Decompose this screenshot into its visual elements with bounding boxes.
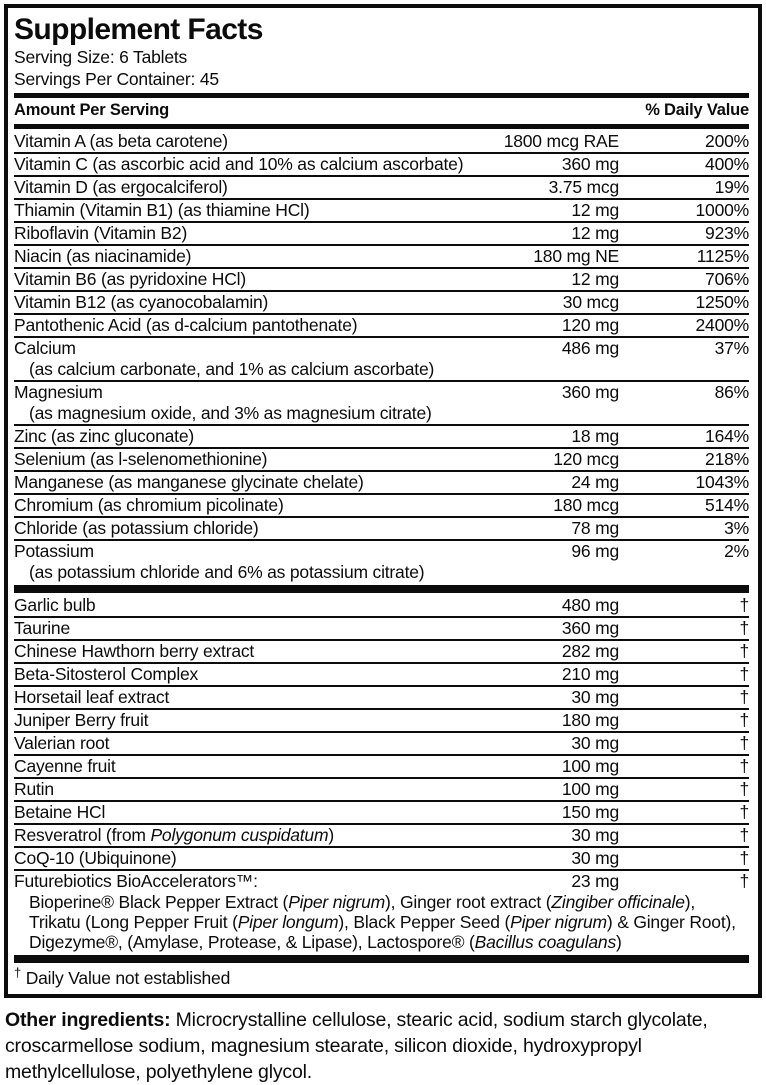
nutrient-daily-value: 2%	[724, 541, 749, 561]
botanical-daily-value: †	[739, 848, 749, 868]
nutrient-row-main	[14, 518, 749, 539]
nutrient-daily-value: 923%	[705, 223, 749, 243]
botanical-amount: 480 mg	[561, 595, 619, 615]
botanical-daily-value: †	[739, 779, 749, 799]
botanical-row-main	[14, 848, 749, 869]
botanical-row-main	[14, 825, 749, 846]
nutrient-row	[14, 154, 749, 177]
nutrient-amount: 120 mcg	[553, 449, 619, 469]
nutrient-daily-value: 19%	[714, 177, 749, 197]
nutrient-row	[14, 382, 749, 426]
nutrient-row	[14, 541, 749, 583]
nutrient-row	[14, 338, 749, 382]
nutrient-amount: 30 mcg	[562, 292, 619, 312]
nutrient-name: Zinc (as zinc gluconate)	[14, 426, 195, 446]
botanical-amount: 30 mg	[571, 825, 619, 845]
nutrient-row-main	[14, 154, 749, 175]
botanical-row-main	[14, 802, 749, 823]
botanical-row-main	[14, 687, 749, 708]
nutrient-row-main	[14, 292, 749, 313]
nutrient-row	[14, 518, 749, 541]
botanical-row-main	[14, 664, 749, 685]
botanical-row	[14, 802, 749, 825]
nutrient-daily-value: 1250%	[695, 292, 749, 312]
botanical-row	[14, 687, 749, 710]
nutrient-row-main	[14, 223, 749, 244]
nutrient-name: Potassium	[14, 541, 94, 561]
nutrient-row-main	[14, 246, 749, 267]
nutrient-name: Vitamin C (as ascorbic acid and 10% as calcium ascorbate)	[14, 154, 464, 174]
nutrient-name: Calcium	[14, 338, 76, 358]
serving-size: Serving Size: 6 Tablets	[14, 47, 188, 67]
botanical-row-main	[14, 595, 749, 616]
nutrient-name: Chromium (as chromium picolinate)	[14, 495, 284, 515]
botanical-amount: 100 mg	[561, 756, 619, 776]
nutrient-source-note: (as potassium chloride and 6% as potassium citrate)	[29, 562, 425, 582]
botanical-row-main	[14, 779, 749, 800]
botanical-row-main	[14, 733, 749, 754]
amount-per-serving-header: Amount Per Serving	[14, 101, 170, 119]
nutrient-name: Selenium (as l-selenomethionine)	[14, 449, 268, 469]
botanical-row-main	[14, 756, 749, 777]
nutrient-rows	[14, 131, 749, 583]
nutrient-name: Vitamin B6 (as pyridoxine HCl)	[14, 269, 246, 289]
supplement-facts-panel	[4, 4, 762, 998]
botanical-row	[14, 664, 749, 687]
nutrient-daily-value: 86%	[714, 382, 749, 402]
panel-title: Supplement Facts	[14, 13, 263, 46]
nutrient-row	[14, 177, 749, 200]
botanical-name: Valerian root	[14, 733, 110, 753]
nutrient-row-main	[14, 269, 749, 290]
botanical-daily-value: †	[739, 733, 749, 753]
botanical-name: Futurebiotics BioAccelerators™:	[14, 871, 258, 891]
other-ingredients-text: Microcrystalline cellulose, stearic acid, sodium starch glycolate, croscarmellose sodium, magnesium stearate, silicon dioxide, hydroxypropyl methylcellulose, polyethylene glycol.	[5, 1009, 708, 1083]
nutrient-daily-value: 706%	[705, 269, 749, 289]
botanicals-section-divider	[14, 585, 749, 593]
botanical-name: Betaine HCl	[14, 802, 106, 822]
botanical-row	[14, 618, 749, 641]
nutrient-row-main	[14, 315, 749, 336]
servings-per-container: Servings Per Container: 45	[14, 69, 219, 89]
nutrient-amount: 12 mg	[571, 200, 619, 220]
nutrient-row	[14, 315, 749, 338]
nutrient-row-main	[14, 541, 749, 562]
nutrient-row	[14, 472, 749, 495]
nutrient-name: Vitamin A (as beta carotene)	[14, 131, 228, 151]
botanical-rows	[14, 595, 749, 953]
botanical-name: Beta-Sitosterol Complex	[14, 664, 199, 684]
botanical-daily-value: †	[739, 871, 749, 891]
nutrient-amount: 18 mg	[571, 426, 619, 446]
header-bottom-divider	[14, 124, 749, 129]
botanical-amount: 23 mg	[571, 871, 619, 891]
botanical-row	[14, 710, 749, 733]
nutrient-row-main	[14, 177, 749, 198]
nutrient-name: Manganese (as manganese glycinate chelate)	[14, 472, 364, 492]
botanical-row	[14, 733, 749, 756]
nutrient-row	[14, 269, 749, 292]
nutrient-daily-value: 1000%	[695, 200, 749, 220]
supplement-label-page	[0, 4, 766, 1085]
botanical-daily-value: †	[739, 802, 749, 822]
botanical-daily-value: †	[739, 664, 749, 684]
botanical-amount: 210 mg	[561, 664, 619, 684]
botanical-daily-value: †	[739, 641, 749, 661]
botanical-amount: 180 mg	[561, 710, 619, 730]
nutrient-amount: 180 mg NE	[533, 246, 619, 266]
botanical-row-main	[14, 871, 749, 892]
nutrient-source-note: (as magnesium oxide, and 3% as magnesium citrate)	[29, 403, 432, 423]
daily-value-header: % Daily Value	[645, 101, 749, 119]
nutrient-amount: 120 mg	[561, 315, 619, 335]
botanical-daily-value: †	[739, 756, 749, 776]
botanical-daily-value: †	[739, 687, 749, 707]
dagger-symbol: †	[14, 965, 22, 981]
botanical-daily-value: †	[739, 710, 749, 730]
nutrient-amount: 180 mcg	[553, 495, 619, 515]
nutrient-daily-value: 3%	[724, 518, 749, 538]
botanical-row	[14, 825, 749, 848]
nutrient-source-note: (as calcium carbonate, and 1% as calcium ascorbate)	[29, 359, 435, 379]
nutrient-name: Niacin (as niacinamide)	[14, 246, 192, 266]
botanical-row-main	[14, 641, 749, 662]
nutrient-amount: 12 mg	[571, 269, 619, 289]
nutrient-row-main	[14, 495, 749, 516]
nutrient-amount: 12 mg	[571, 223, 619, 243]
botanical-row	[14, 779, 749, 802]
botanical-row	[14, 756, 749, 779]
botanical-name: CoQ-10 (Ubiquinone)	[14, 848, 177, 868]
footnote	[14, 965, 749, 990]
botanical-amount: 150 mg	[561, 802, 619, 822]
botanical-name: Resveratrol (from Polygonum cuspidatum)	[14, 825, 334, 845]
botanical-name: Taurine	[14, 618, 70, 638]
nutrient-name: Vitamin B12 (as cyanocobalamin)	[14, 292, 269, 312]
nutrient-amount: 78 mg	[571, 518, 619, 538]
nutrient-daily-value: 164%	[705, 426, 749, 446]
botanical-row-main	[14, 618, 749, 639]
botanical-row	[14, 871, 749, 953]
botanical-daily-value: †	[739, 595, 749, 615]
botanical-name: Juniper Berry fruit	[14, 710, 149, 730]
nutrient-row	[14, 246, 749, 269]
botanical-amount: 100 mg	[561, 779, 619, 799]
nutrient-daily-value: 400%	[705, 154, 749, 174]
botanical-row	[14, 641, 749, 664]
botanical-name: Rutin	[14, 779, 54, 799]
botanical-amount: 282 mg	[561, 641, 619, 661]
nutrient-daily-value: 200%	[705, 131, 749, 151]
nutrient-amount: 1800 mcg RAE	[503, 131, 619, 151]
nutrient-row	[14, 495, 749, 518]
footnote-divider	[14, 955, 749, 963]
nutrient-name: Riboflavin (Vitamin B2)	[14, 223, 188, 243]
botanical-name: Horsetail leaf extract	[14, 687, 170, 707]
nutrient-amount: 24 mg	[571, 472, 619, 492]
nutrient-daily-value: 2400%	[695, 315, 749, 335]
nutrient-name: Magnesium	[14, 382, 103, 402]
nutrient-row	[14, 426, 749, 449]
nutrient-amount: 360 mg	[561, 382, 619, 402]
nutrient-daily-value: 1125%	[696, 246, 749, 266]
nutrient-amount: 360 mg	[561, 154, 619, 174]
footnote-text: Daily Value not established	[21, 968, 231, 988]
botanical-name: Chinese Hawthorn berry extract	[14, 641, 255, 661]
botanical-daily-value: †	[739, 618, 749, 638]
nutrient-name: Pantothenic Acid (as d-calcium pantothenate)	[14, 315, 358, 335]
nutrient-row-main	[14, 472, 749, 493]
botanical-amount: 30 mg	[571, 733, 619, 753]
header-top-divider	[14, 93, 749, 98]
nutrient-daily-value: 1043%	[695, 472, 749, 492]
nutrient-amount: 3.75 mcg	[548, 177, 619, 197]
nutrient-name: Thiamin (Vitamin B1) (as thiamine HCl)	[14, 200, 310, 220]
nutrient-name: Chloride (as potassium chloride)	[14, 518, 259, 538]
botanical-row	[14, 595, 749, 618]
nutrient-daily-value: 514%	[705, 495, 749, 515]
nutrient-row-main	[14, 131, 749, 152]
nutrient-amount: 486 mg	[561, 338, 619, 358]
nutrient-row	[14, 200, 749, 223]
nutrient-row-main	[14, 382, 749, 403]
nutrient-daily-value: 37%	[714, 338, 749, 358]
botanical-components-note: Bioperine® Black Pepper Extract (Piper nigrum), Ginger root extract (Zingiber officinale), Trikatu (Long Pepper Fruit (Piper longum), Black Pepper Seed (Piper nigrum) & Ginger Root), Digezyme®, (Amylase, Protease, & Lipase), Lactospore® (Bacillus coagulans)	[29, 892, 736, 952]
other-ingredients-lead: Other ingredients:	[5, 1009, 171, 1031]
nutrient-row-main	[14, 200, 749, 221]
botanical-daily-value: †	[739, 825, 749, 845]
nutrient-row-main	[14, 449, 749, 470]
nutrient-row	[14, 449, 749, 472]
nutrient-row	[14, 292, 749, 315]
column-header-row	[14, 100, 749, 121]
nutrient-amount: 96 mg	[571, 541, 619, 561]
botanical-name: Cayenne fruit	[14, 756, 116, 776]
other-ingredients	[5, 1007, 764, 1085]
botanical-amount: 30 mg	[571, 848, 619, 868]
botanical-row	[14, 848, 749, 871]
botanical-amount: 30 mg	[571, 687, 619, 707]
botanical-row-main	[14, 710, 749, 731]
botanical-name: Garlic bulb	[14, 595, 96, 615]
nutrient-row-main	[14, 426, 749, 447]
nutrient-daily-value: 218%	[705, 449, 749, 469]
nutrient-row-main	[14, 338, 749, 359]
nutrient-name: Vitamin D (as ergocalciferol)	[14, 177, 228, 197]
botanical-amount: 360 mg	[561, 618, 619, 638]
nutrient-row	[14, 131, 749, 154]
nutrient-row	[14, 223, 749, 246]
